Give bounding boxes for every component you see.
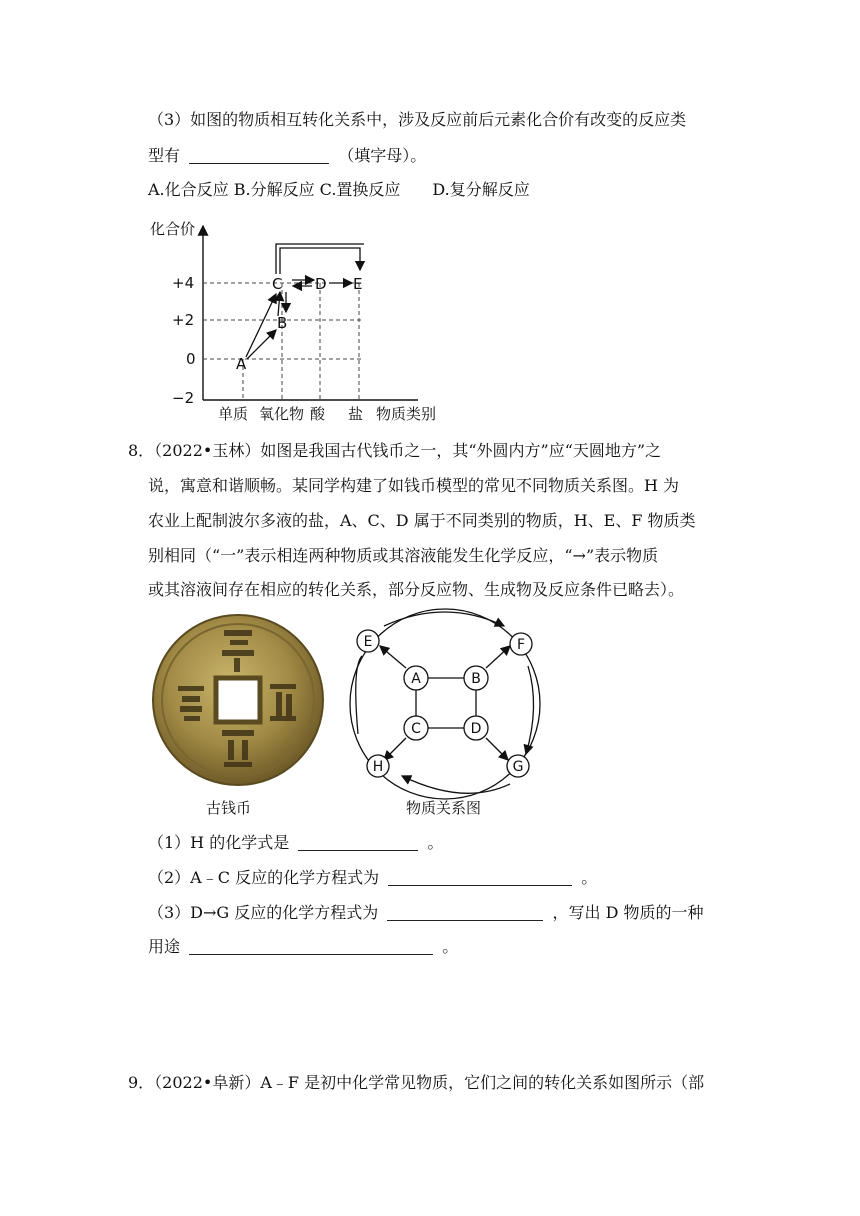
point-C: C	[272, 275, 283, 293]
point-D: D	[315, 275, 327, 293]
y-tick-plus4: +4	[172, 274, 195, 292]
node-C: C	[411, 721, 421, 737]
q8-sub3-use-blank[interactable]	[189, 936, 433, 955]
q7-sub3-line1: （3）如图的物质相互转化关系中，涉及反应前后元素化合价有改变的反应类	[148, 110, 687, 129]
diagram-caption: 物质关系图	[406, 799, 482, 817]
q8-line1: 8．（2022•玉林）如图是我国古代钱币之一，其“外圆内方”应“天圆地方”之	[128, 441, 662, 460]
node-G: G	[512, 759, 524, 775]
q8-line4: 别相同（“一”表示相连两种物质或其溶液能发生化学反应，“→”表示物质	[148, 546, 659, 565]
point-B: B	[277, 314, 288, 332]
y-tick-minus2: −2	[172, 389, 195, 407]
y-axis-label: 化合价	[150, 220, 196, 238]
x-cat-element: 单质	[218, 405, 249, 422]
x-cat-oxide: 氧化物	[259, 405, 305, 422]
q7-suffix: （填字母）。	[338, 146, 427, 165]
q7-prefix: 型有	[148, 146, 181, 165]
q7-sub3-line2	[148, 144, 426, 168]
q9-line1: 9．（2022•阜新）A﹣F 是初中化学常见物质，它们之间的转化关系如图所示（部	[128, 1073, 705, 1092]
node-H: H	[372, 759, 384, 775]
q8-sub1: （1）H 的化学式是 。	[148, 833, 444, 852]
valence-chart	[148, 212, 468, 422]
q7-answer-blank[interactable]	[189, 145, 329, 164]
point-A: A	[236, 355, 247, 373]
q8-line2: 说，寓意和谐顺畅。某同学构建了如钱币模型的常见不同物质关系图。H 为	[148, 476, 680, 495]
q8-line5: 或其溶液间存在相应的转化关系，部分反应物、生成物及反应条件已略去）。	[148, 580, 685, 599]
q8-sub3-blank[interactable]	[387, 902, 543, 921]
node-A: A	[411, 671, 421, 687]
node-D: D	[470, 721, 482, 737]
x-cat-acid: 酸	[310, 405, 326, 422]
coin-caption: 古钱币	[206, 799, 252, 817]
q8-sub3: （3）D→G 反应的化学方程式为 ，写出 D 物质的一种	[148, 903, 704, 922]
y-tick-plus2: +2	[172, 311, 195, 329]
node-E: E	[363, 634, 373, 650]
q8-sub2-blank[interactable]	[388, 867, 572, 886]
q7-options: A.化合反应 B.分解反应 C.置换反应 D.复分解反应	[148, 180, 530, 199]
q8-sub3-line2: 用途 。	[148, 937, 459, 956]
node-F: F	[516, 637, 526, 653]
q8-line3: 农业上配制波尔多液的盐，A、C、D 属于不同类别的物质，H、E、F 物质类	[148, 511, 696, 530]
x-axis-label: 物质类别	[376, 405, 437, 422]
y-tick-zero: 0	[186, 350, 196, 368]
ancient-coin-image	[150, 612, 326, 788]
point-E: E	[353, 275, 363, 293]
substance-relation-diagram	[344, 606, 554, 806]
node-B: B	[471, 671, 481, 687]
q8-sub2: （2）A﹣C 反应的化学方程式为 。	[148, 868, 598, 887]
q8-sub1-blank[interactable]	[298, 832, 418, 851]
x-cat-salt: 盐	[348, 405, 364, 422]
